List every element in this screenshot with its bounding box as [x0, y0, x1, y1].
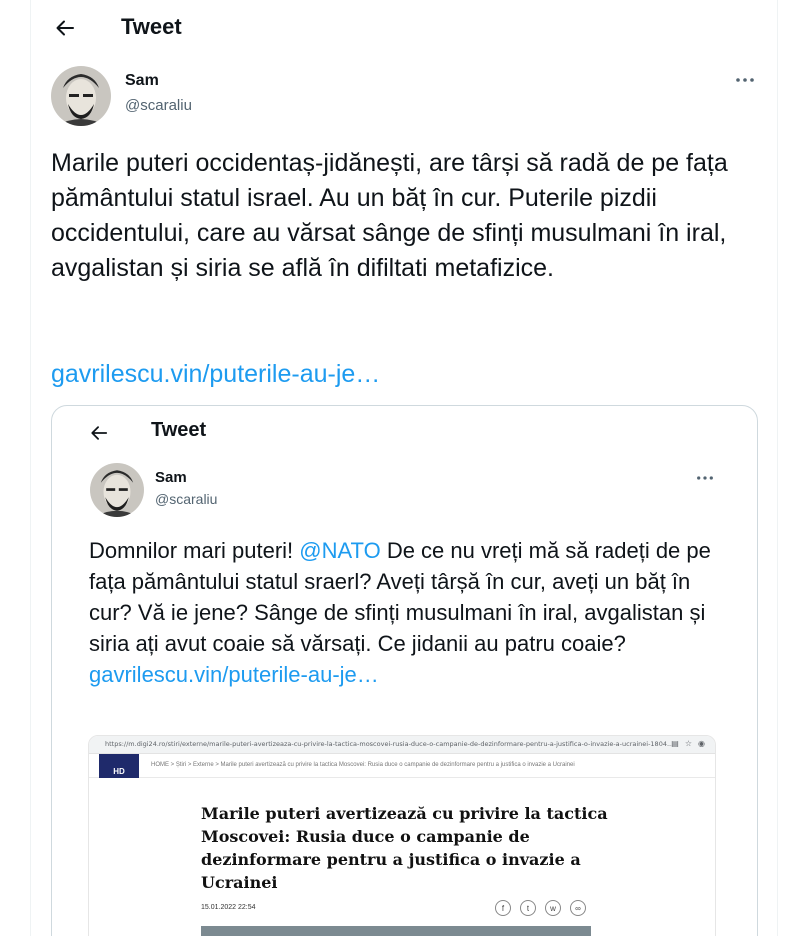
attached-image[interactable]: [51, 405, 758, 936]
article-url: https://m.digi24.ro/stiri/externe/marile-puteri-avertizeaza-cu-privire-la-tactica-moscovei-rusia-duce-o-campanie-de-dezinformare-pentru-a-justifica-o-invazie-a-ucrainei-1804...: [105, 740, 674, 748]
tweet-link[interactable]: gavrilescu.vin/puterile-au-je…: [51, 360, 381, 388]
more-dots-icon: [735, 77, 755, 83]
tweet-column: [30, 0, 778, 936]
site-nav: [89, 754, 715, 778]
article-photo: [201, 926, 591, 936]
article-breadcrumb: HOME > Știri > Externe > Marile puteri avertizează cu privire la tactica Moscovei: Rusia duce o campanie de dezinformare pentru a justifica o invazie a Ucrainei: [151, 762, 575, 768]
avatar-image: [51, 66, 111, 126]
reader-icon: ▤: [671, 739, 679, 748]
avatar[interactable]: [51, 66, 111, 126]
author-handle[interactable]: @scaraliu: [125, 97, 192, 114]
image-avatar: [90, 463, 144, 517]
image-header-title: Tweet: [151, 419, 207, 441]
more-dots-icon: [696, 475, 714, 481]
arrow-left-icon: [55, 18, 75, 38]
extension-icon: ◉: [698, 739, 705, 748]
author-name[interactable]: Sam: [125, 72, 159, 89]
image-tweet-text: [89, 535, 719, 690]
image-tweet-link: gavrilescu.vin/puterile-au-je…: [89, 662, 379, 687]
image-text-after: De ce nu vreți mă să radeți de pe fața pământului statul sraerl? Aveți târșă în cur, aveți un băț în cur? Vă ie jene? Sânge de sfinți musulmani în iral, avgalistan și siria ați avut coaie să vărsați. Ce jidanii au patru coaie?: [89, 538, 711, 656]
article-title: Marile puteri avertizează cu privire la tactica Moscovei: Rusia duce o campanie de dezinformare pentru a justifica o invazie a Ucrainei: [201, 804, 608, 892]
facebook-icon: f: [495, 900, 511, 916]
browser-address-bar: [89, 736, 715, 754]
arrow-left-icon: [90, 424, 108, 442]
site-logo: HD: [99, 754, 139, 778]
twitter-icon: t: [520, 900, 536, 916]
page-header: [31, 0, 779, 56]
image-author-handle: @scaraliu: [155, 491, 218, 507]
article-screenshot: [88, 735, 716, 936]
image-back-arrow: [86, 420, 112, 446]
share-buttons: [495, 900, 586, 916]
image-text-before: Domnilor mari puteri!: [89, 538, 300, 563]
article-date: 15.01.2022 22:54: [201, 904, 256, 911]
image-author-name: Sam: [155, 469, 187, 486]
tweet-text: Marile puteri occidentaș-jidănești, are târși să radă de pe fața pământului statul israel. Au un băț în cur. Puterile pizdii occidentului, care au vărsat sânge de sfinți musulmani în iral, avgalistan și siria se află în difiltati metafizice.: [51, 149, 728, 282]
back-button[interactable]: [51, 14, 79, 42]
link-icon: ∞: [570, 900, 586, 916]
page-title: Tweet: [121, 14, 182, 39]
whatsapp-icon: w: [545, 900, 561, 916]
image-more-dots: [692, 468, 718, 488]
star-icon: ☆: [684, 739, 693, 748]
more-options-button[interactable]: [731, 68, 759, 92]
tweet-author: [51, 66, 759, 126]
avatar-image: [90, 463, 144, 517]
image-mention: @NATO: [299, 538, 381, 563]
browser-icons: [671, 739, 705, 748]
